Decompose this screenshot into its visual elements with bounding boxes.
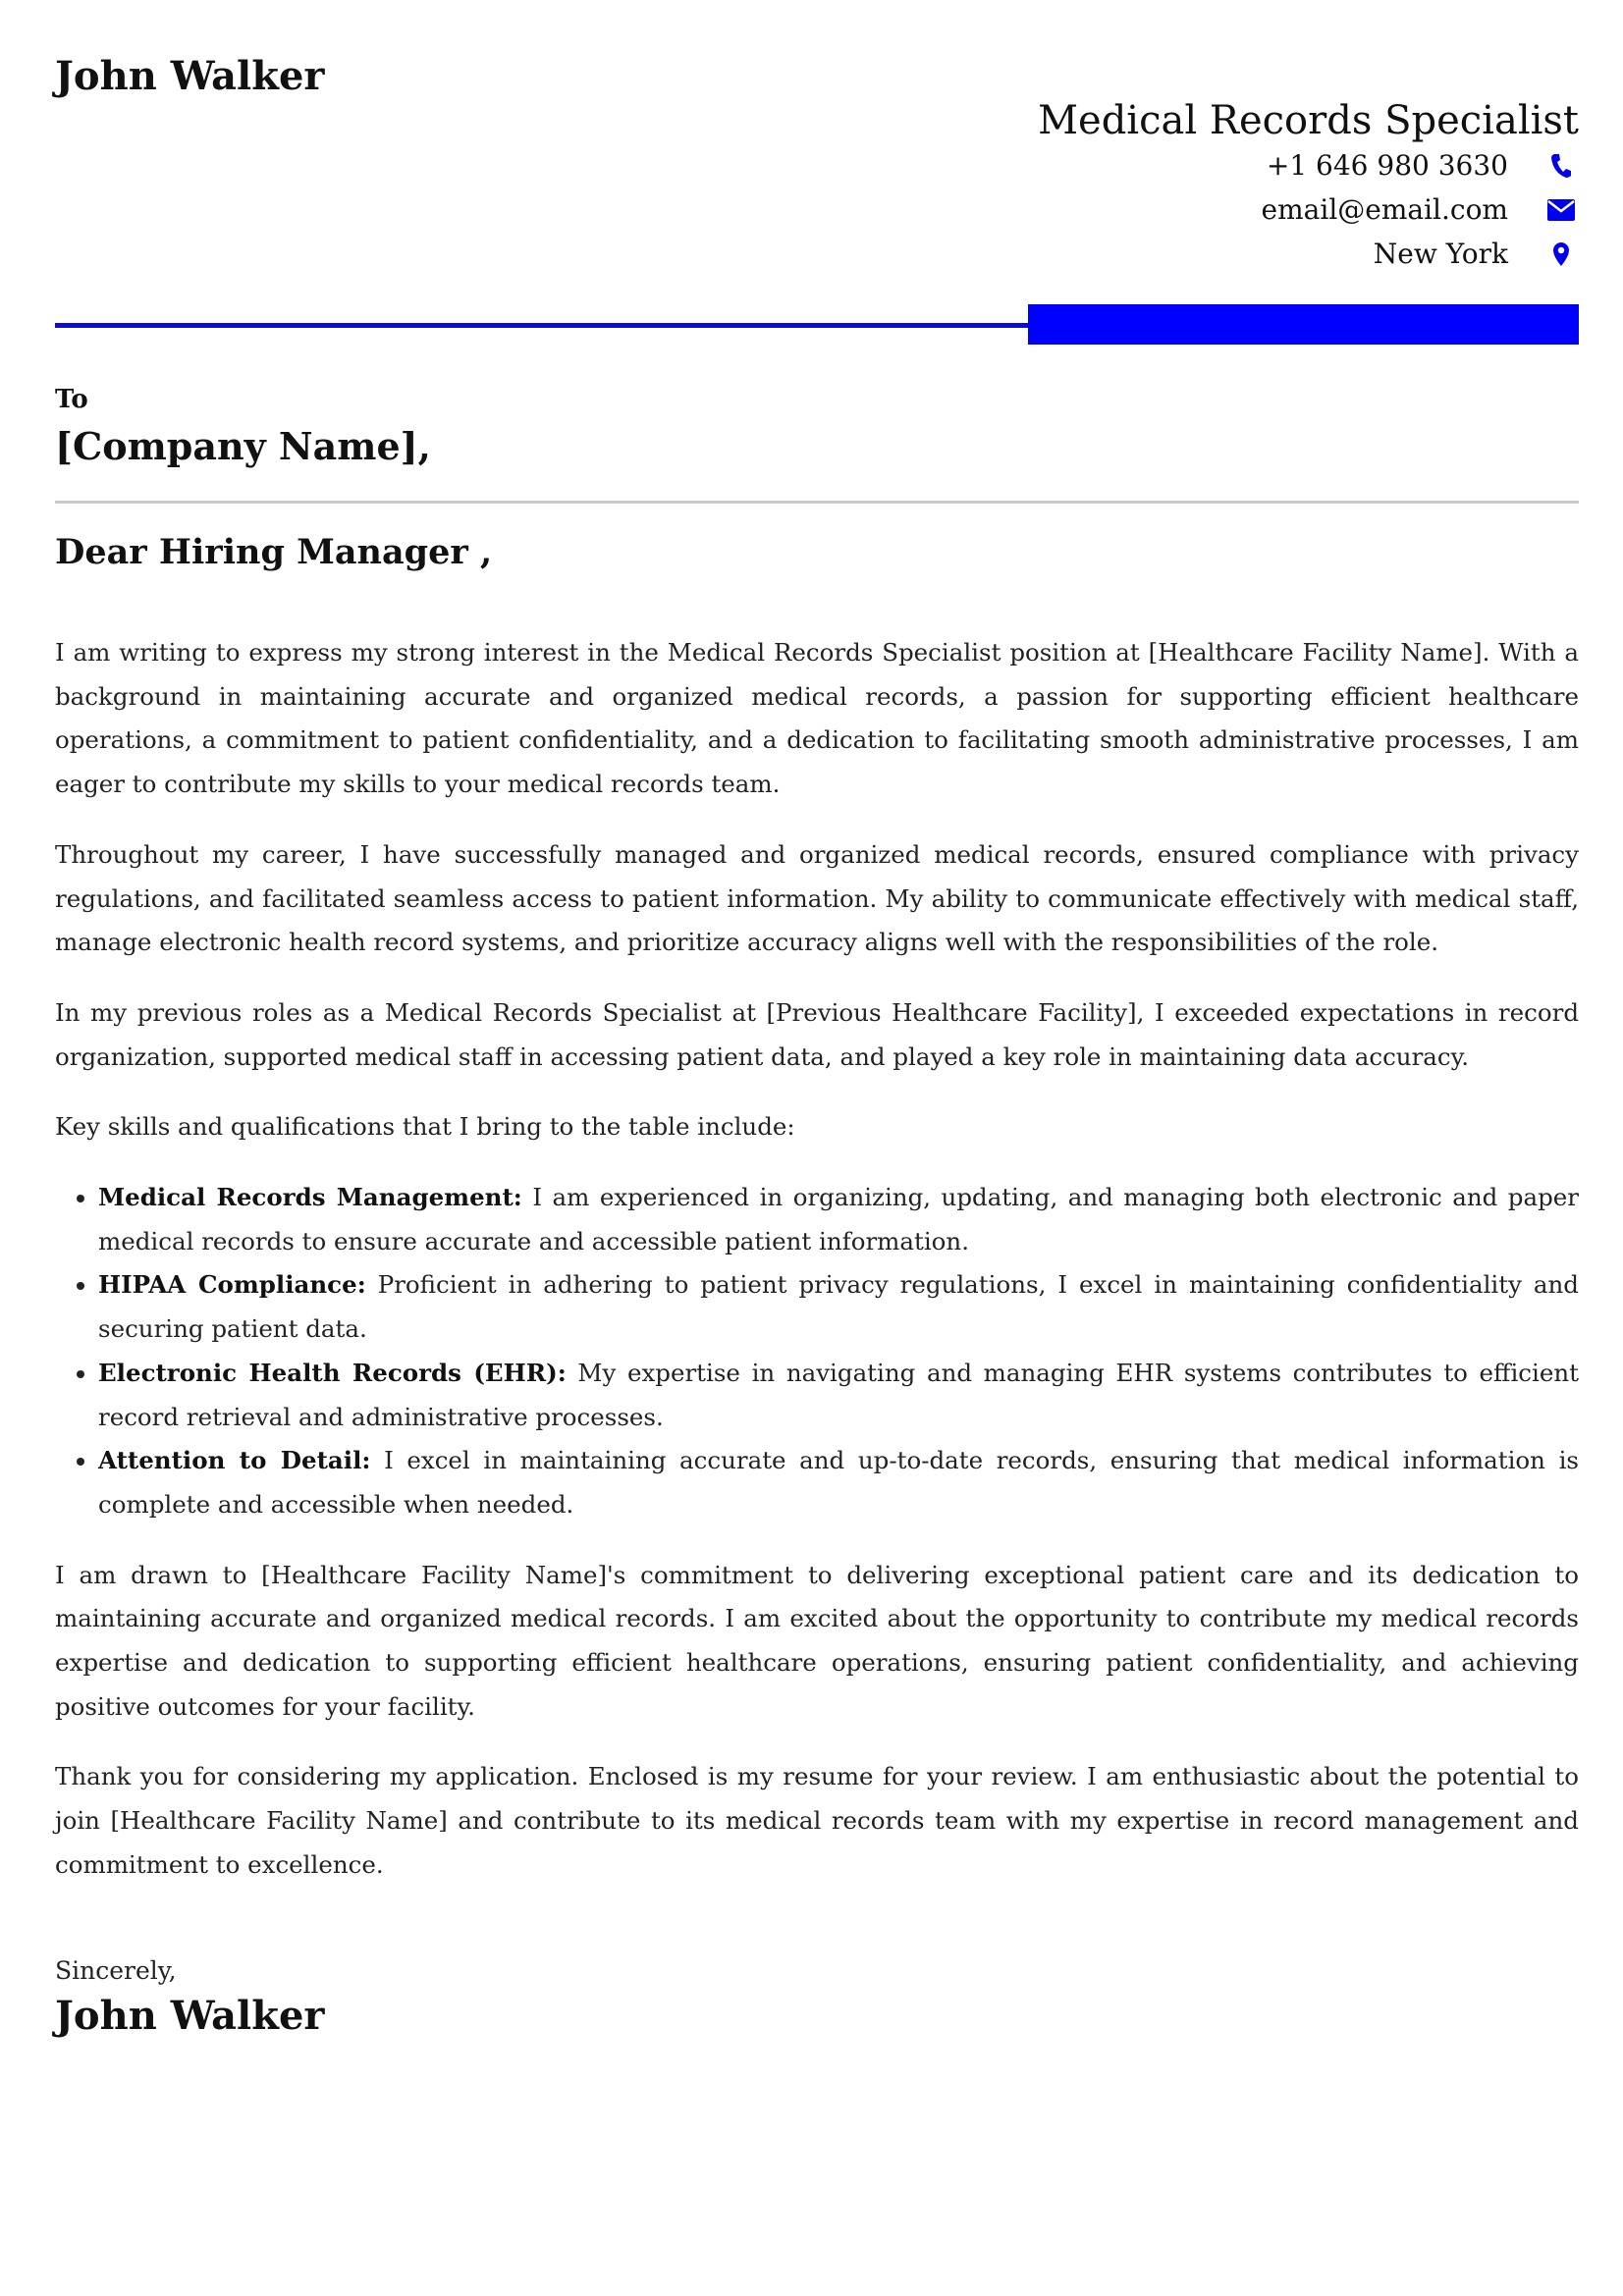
greeting: Dear Hiring Manager , [55, 532, 493, 572]
list-item [98, 1439, 1579, 1526]
company-name: [Company Name], [55, 424, 431, 468]
phone-text: +1 646 980 3630 [1266, 149, 1508, 182]
skill-text: My expertise in navigating and managing EHR systems contributes to efficient record retrieval and administrative processes. [98, 1358, 1579, 1431]
paragraph: Throughout my career, I have successfully managed and organized medical records, ensured compliance with privacy regulations, and facilitated seamless access to patient information. My ability to communicate effectively with medical staff, manage electronic health record systems, and prioritize accuracy aligns well with the responsibilities of the role. [55, 839, 1579, 957]
list-item [98, 1352, 1579, 1439]
skills-list [55, 1176, 1579, 1527]
location-text: New York [1373, 238, 1508, 270]
to-label: To [55, 385, 88, 414]
recipient-divider [55, 501, 1579, 504]
contact-phone [1267, 149, 1579, 182]
list-item [98, 1263, 1579, 1351]
contact-location [1374, 238, 1579, 270]
skill-title: Medical Records Management: [98, 1183, 522, 1212]
paragraph: In my previous roles as a Medical Records Specialist at [Previous Healthcare Facility], I exceeded expectations in record organization, supported medical staff in accessing patient data, and played a key role in maintaining data accuracy. [55, 997, 1579, 1071]
paragraph: I am drawn to [Healthcare Facility Name]'s commitment to delivering exceptional patient care and its dedication to maintaining accurate and organized medical records. I am excited about the opportunity to contribute my medical records expertise and dedication to supporting efficient healthcare operations, ensuring patient confidentiality, and achieving positive outcomes for your facility. [55, 1560, 1579, 1721]
closing: Sincerely, [55, 1956, 177, 1985]
email-text: email@email.com [1261, 193, 1508, 226]
contact-email [1262, 193, 1579, 226]
signature-name: John Walker [55, 1993, 325, 2039]
map-pin-icon [1543, 241, 1579, 267]
skill-text: I am experienced in organizing, updating, and managing both electronic and paper medical records to ensure accurate and accessible patient information. [98, 1183, 1579, 1255]
skill-text: I excel in maintaining accurate and up-to-date records, ensuring that medical information is complete and accessible when needed. [98, 1446, 1579, 1519]
letter-body [55, 631, 1579, 1914]
paragraph: I am writing to express my strong interest in the Medical Records Specialist position at [Healthcare Facility Name]. With a background in maintaining accurate and organized medical records, a passion for supporting efficient healthcare operations, a commitment to patient confidentiality, and a dedication to facilitating smooth administrative processes, I am eager to contribute my skills to your medical records team. [55, 638, 1579, 799]
skill-title: Electronic Health Records (EHR): [98, 1358, 567, 1387]
list-item [98, 1176, 1579, 1263]
header-divider-line [55, 323, 1029, 328]
applicant-name: John Walker [55, 53, 325, 99]
skill-title: HIPAA Compliance: [98, 1270, 366, 1300]
skill-title: Attention to Detail: [98, 1446, 371, 1475]
job-title: Medical Records Specialist [1038, 98, 1579, 143]
header-accent-block [1028, 304, 1579, 345]
envelope-icon [1543, 199, 1579, 221]
paragraph: Thank you for considering my application. Enclosed is my resume for your review. I am enthusiastic about the potential to join [Healthcare Facility Name] and contribute to its medical records team with my expertise in record management and commitment to excellence. [55, 1762, 1579, 1879]
paragraph: Key skills and qualifications that I bring to the table include: [55, 1112, 795, 1142]
skill-text: Proficient in adhering to patient privacy regulations, I excel in maintaining confidentiality and securing patient data. [98, 1270, 1579, 1344]
phone-icon [1543, 153, 1579, 179]
